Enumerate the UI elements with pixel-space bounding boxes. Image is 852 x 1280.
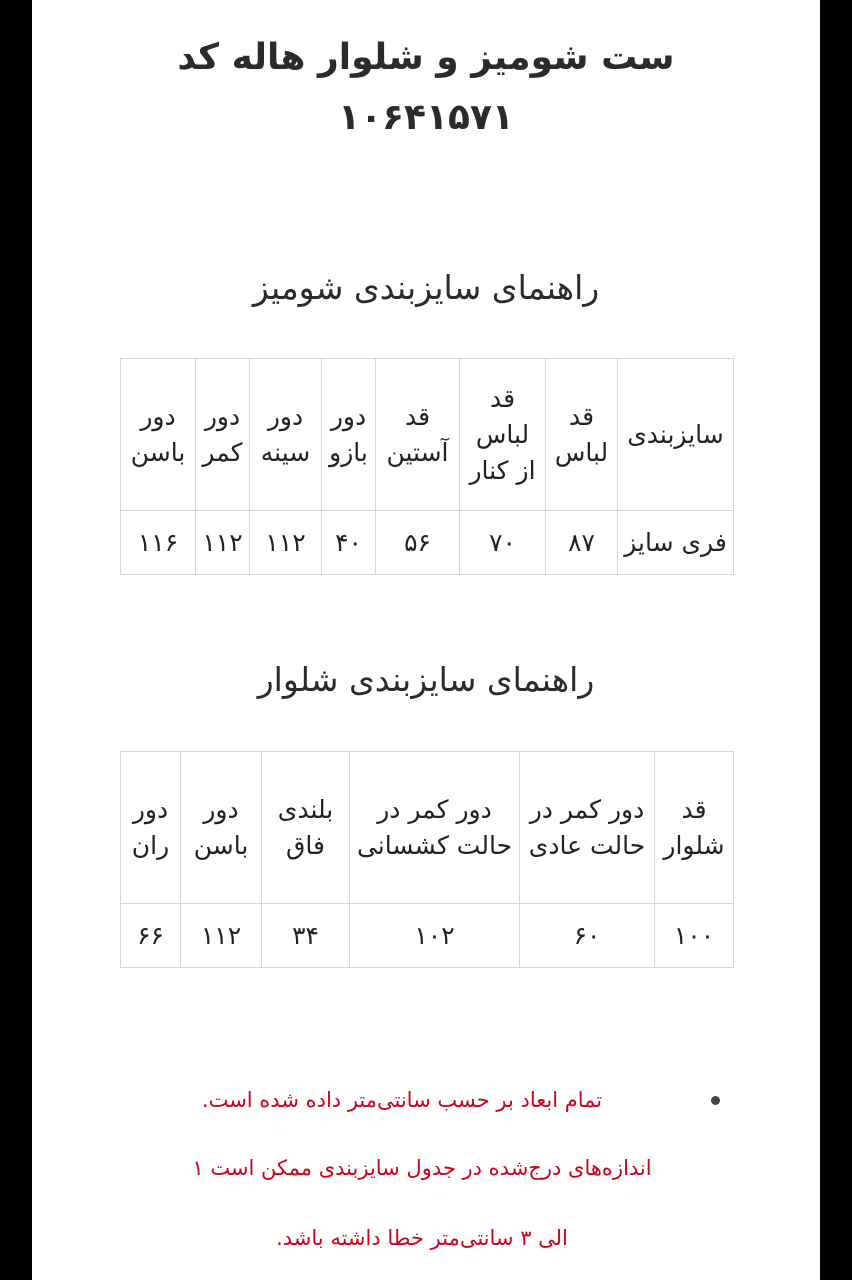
header-cell: دور بازو	[322, 359, 376, 511]
table-cell: ۵۶	[376, 511, 460, 575]
header-cell: سایزبندی	[618, 359, 734, 511]
header-cell: دور باسن	[181, 752, 262, 904]
table-cell: ۱۱۲	[196, 511, 250, 575]
header-cell: دور کمر در حالت کشسانی	[350, 752, 520, 904]
table-cell: ۱۰۲	[350, 904, 520, 968]
header-cell: دور باسن	[121, 359, 196, 511]
pants-size-guide-heading: راهنمای سایزبندی شلوار	[257, 660, 595, 699]
note-measurements-unit: تمام ابعاد بر حسب سانتی‌متر داده شده است.	[201, 1088, 603, 1112]
table-cell: فری سایز	[618, 511, 734, 575]
page	[32, 0, 820, 1280]
header-cell: قد آستین	[376, 359, 460, 511]
blouse-size-table	[120, 358, 734, 575]
table-row	[121, 511, 734, 575]
header-cell: دور کمر در حالت عادی	[520, 752, 655, 904]
table-cell: ۴۰	[322, 511, 376, 575]
table-cell: ۱۰۰	[655, 904, 734, 968]
table-cell: ۱۱۲	[250, 511, 322, 575]
header-cell: بلندی فاق	[262, 752, 350, 904]
note-tolerance-line1: اندازه‌های درج‌شده در جدول سایزبندی ممکن است ۱	[192, 1156, 652, 1180]
page-title: ست شومیز و شلوار هاله کد	[177, 37, 675, 78]
table-cell: ۱۱۲	[181, 904, 262, 968]
pants-size-table	[120, 751, 734, 968]
table-cell: ۶۰	[520, 904, 655, 968]
table-cell: ۷۰	[460, 511, 546, 575]
table-row	[121, 904, 734, 968]
table-cell: ۳۴	[262, 904, 350, 968]
header-cell: دور ران	[121, 752, 181, 904]
table-cell: ۱۱۶	[121, 511, 196, 575]
table-cell: ۶۶	[121, 904, 181, 968]
header-cell: قد لباس از کنار	[460, 359, 546, 511]
note-tolerance-line2: الی ۳ سانتی‌متر خطا داشته باشد.	[276, 1226, 568, 1250]
table-cell: ۸۷	[546, 511, 618, 575]
header-cell: دور سینه	[250, 359, 322, 511]
table-header-row	[121, 752, 734, 904]
header-cell: قد شلوار	[655, 752, 734, 904]
header-cell: دور کمر	[196, 359, 250, 511]
table-header-row	[121, 359, 734, 511]
bullet-icon	[711, 1096, 720, 1105]
product-code: ۱۰۶۴۱۵۷۱	[338, 97, 514, 138]
blouse-size-guide-heading: راهنمای سایزبندی شومیز	[252, 268, 600, 307]
header-cell: قد لباس	[546, 359, 618, 511]
